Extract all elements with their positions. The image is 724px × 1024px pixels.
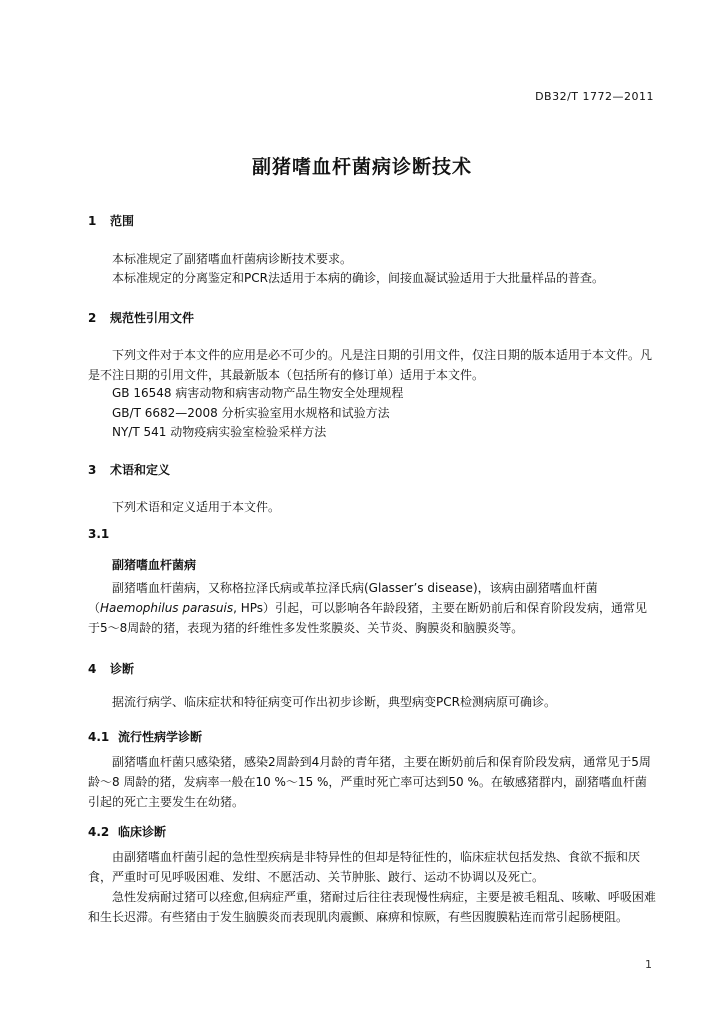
section-number: 3 xyxy=(88,463,97,477)
latin-name: Haemophilus parasuis xyxy=(100,601,234,615)
definition-part-1: 副猪嗜血杆菌病，又称格拉泽氏病或革拉泽氏病(Glasser’s disease)，该病由副猪嗜血杆菌（ xyxy=(88,581,598,615)
section-3-paragraph-1: 下列术语和定义适用于本文件。 xyxy=(112,500,281,514)
section-number: 4.2 xyxy=(88,825,110,839)
definition-part-2: , HPs）引起，可以影响各年龄段猪，主要在断奶前后和保育阶段发病，通常见于5～8周龄的猪，表现为猪的纤维性多发性浆膜炎、关节炎、胸膜炎和脑膜炎等。 xyxy=(88,601,648,635)
subsection-4-2-paragraph-2: 急性发病耐过猪可以痊愈,但病症严重，猪耐过后往往表现慢性病症，主要是被毛粗乱、咳嗽、呼吸困难和生长迟滞。有些猪由于发生脑膜炎而表现肌肉震颤、麻痹和惊厥，有些因腹膜粘连而常引起肠梗阻。 xyxy=(88,890,656,924)
section-title: 流行性病学诊断 xyxy=(118,730,203,744)
subsection-4-2-heading xyxy=(88,823,166,840)
section-title: 范围 xyxy=(110,214,135,228)
section-title: 诊断 xyxy=(110,662,135,676)
section-3-heading xyxy=(88,461,170,478)
section-4-heading xyxy=(88,660,134,677)
section-4-paragraph-1: 据流行病学、临床症状和特征病变可作出初步诊断，典型病变PCR检测病原可确诊。 xyxy=(112,695,556,709)
section-1-heading xyxy=(88,212,134,229)
section-2-paragraph-1: 下列文件对于本文件的应用是必不可少的。凡是注日期的引用文件，仅注日期的版本适用于本文件。凡是不注日期的引用文件，其最新版本（包括所有的修订单）适用于本文件。 xyxy=(88,348,653,382)
subsection-4-1-heading xyxy=(88,728,202,745)
reference-item: GB 16548 病害动物和病害动物产品生物安全处理规程 xyxy=(112,386,404,400)
subsection-4-1-paragraph: 副猪嗜血杆菌只感染猪，感染2周龄到4月龄的青年猪，主要在断奶前后和保育阶段发病，通常见于5周龄～8 周龄的猪，发病率一般在10 %～15 %，严重时死亡率可达到50 %。在敏感猪群内，副猪嗜血杆菌引起的死亡主要发生在幼猪。 xyxy=(88,755,651,809)
section-1-paragraph-2: 本标准规定的分离鉴定和PCR法适用于本病的确诊，间接血凝试验适用于大批量样品的普查。 xyxy=(112,271,604,285)
term-definition xyxy=(88,578,656,638)
section-number: 4.1 xyxy=(88,730,110,744)
page-title: 副猪嗜血杆菌病诊断技术 xyxy=(251,156,472,178)
section-number: 4 xyxy=(88,662,97,676)
subsection-4-2-paragraph-1: 由副猪嗜血杆菌引起的急性型疾病是非特异性的但却是特征性的，临床症状包括发热、食欲不振和厌食，严重时可见呼吸困难、发绀、不愿活动、关节肿胀、跛行、运动不协调以及死亡。 xyxy=(88,850,641,884)
section-1-paragraph-1: 本标准规定了副猪嗜血杆菌病诊断技术要求。 xyxy=(112,252,353,266)
section-title: 临床诊断 xyxy=(118,825,167,839)
section-title: 术语和定义 xyxy=(110,463,171,477)
subsection-3-1-number: 3.1 xyxy=(88,527,110,541)
section-number: 2 xyxy=(88,311,97,325)
section-2-heading xyxy=(88,309,194,326)
reference-item: NY/T 541 动物疫病实验室检验采样方法 xyxy=(112,425,327,439)
reference-item: GB/T 6682—2008 分析实验室用水规格和试验方法 xyxy=(112,406,390,420)
section-number: 1 xyxy=(88,214,97,228)
term-name: 副猪嗜血杆菌病 xyxy=(112,558,197,572)
section-title: 规范性引用文件 xyxy=(110,311,195,325)
standard-code: DB32/T 1772—2011 xyxy=(535,90,654,103)
page-number: 1 xyxy=(645,958,652,971)
